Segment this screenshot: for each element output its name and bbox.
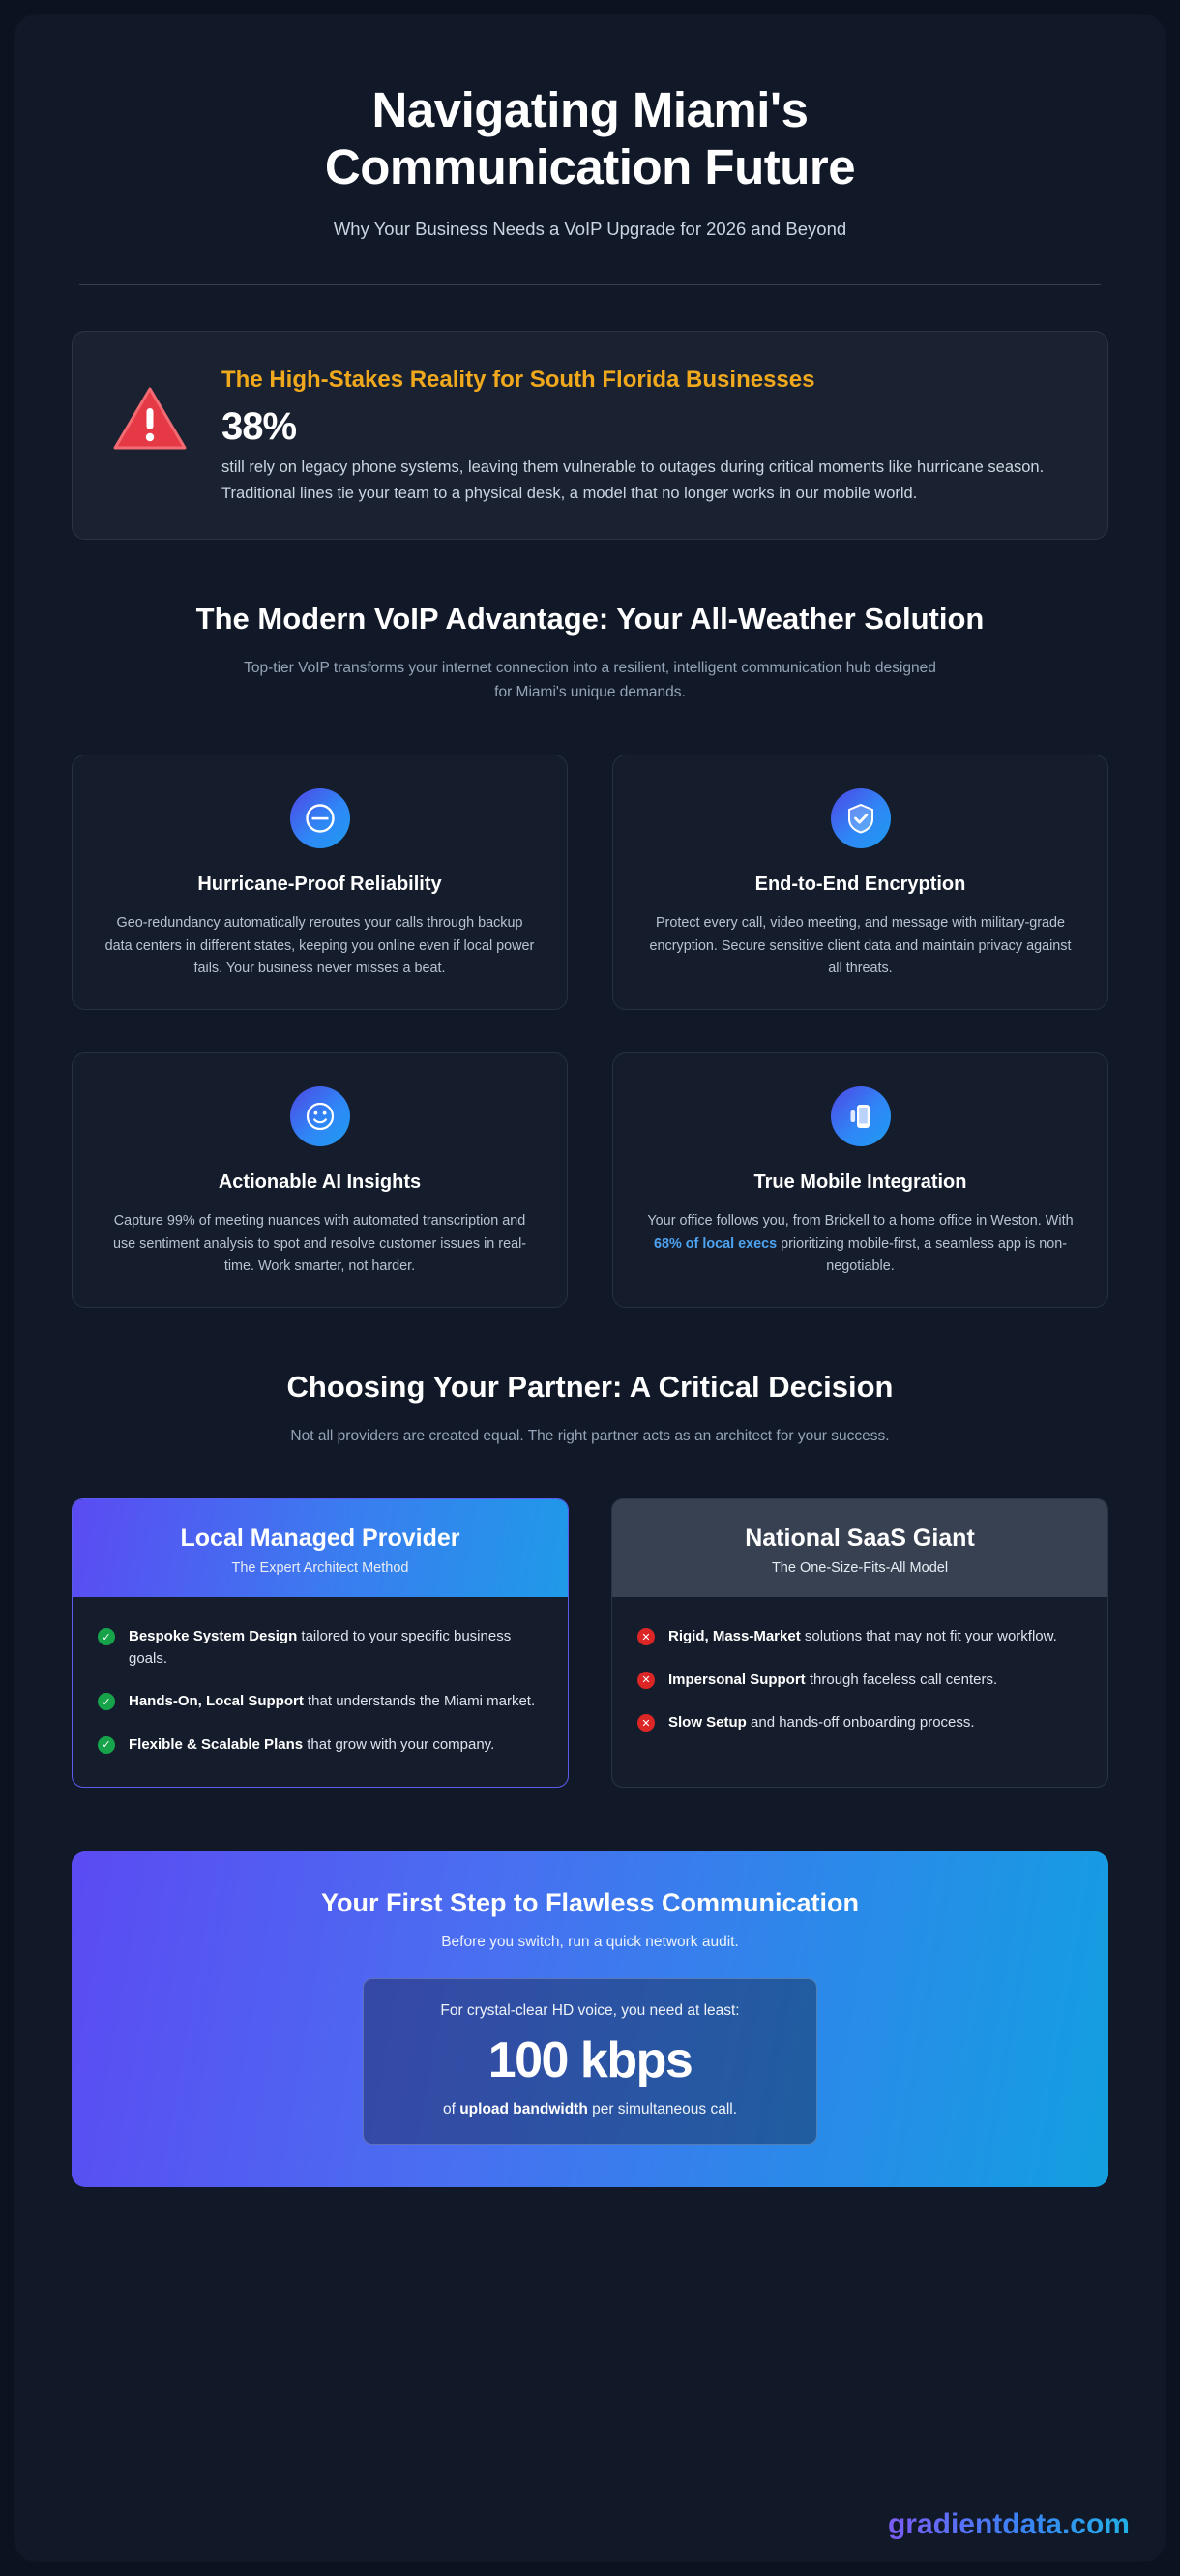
page-title: Navigating Miami's Communication Future xyxy=(324,82,856,195)
feature-title: Actionable AI Insights xyxy=(218,1171,422,1194)
alert-text: still rely on legacy phone systems, leaving them vulnerable to outages during critical moments like hurricane season. Traditional lines tie your team to a physical desk, a model that no longer works in our mobile world. xyxy=(221,458,1045,502)
list-item-rest: solutions that may not fit your workflow. xyxy=(800,1628,1057,1645)
advantage-title: The Modern VoIP Advantage: Your All-Weather Solution xyxy=(195,602,985,637)
cta-stat-lead: For crystal-clear HD voice, you need at least: xyxy=(440,2002,740,2020)
list-item-bold: Bespoke System Design xyxy=(129,1628,298,1645)
list-item-bold: Flexible & Scalable Plans xyxy=(129,1735,304,1753)
feature-card xyxy=(612,1052,1108,1308)
list-item xyxy=(637,1626,1082,1648)
alert-card xyxy=(72,331,1108,540)
list-item-rest: through faceless call centers. xyxy=(805,1671,998,1688)
mobile-device-icon xyxy=(831,1086,891,1146)
feature-text-before: Your office follows you, from Brickell to a home office in Weston. With xyxy=(647,1213,1074,1229)
check-icon: ✓ xyxy=(98,1693,115,1710)
hero-section xyxy=(72,60,1108,240)
comparison-list xyxy=(73,1597,568,1787)
comparison-column-tagline: The Expert Architect Method xyxy=(231,1560,409,1577)
cta-foot-bold: upload bandwidth xyxy=(459,2101,588,2118)
no-entry-icon xyxy=(290,788,350,848)
cta-foot-after: per simultaneous call. xyxy=(587,2101,738,2118)
feature-title: Hurricane-Proof Reliability xyxy=(197,873,442,896)
cta-stat-value: 100 kbps xyxy=(487,2032,693,2089)
comparison-column-header xyxy=(73,1499,568,1597)
list-item xyxy=(98,1734,543,1757)
cta-banner xyxy=(72,1851,1108,2187)
page-subtitle: Why Your Business Needs a VoIP Upgrade for 2026 and Beyond xyxy=(333,219,847,240)
shield-check-icon xyxy=(831,788,891,848)
feature-text-after: prioritizing mobile-first, a seamless app is non-negotiable. xyxy=(777,1235,1068,1274)
list-item-bold: Hands-On, Local Support xyxy=(129,1693,304,1710)
feature-card xyxy=(612,755,1108,1010)
comparison-column-tagline: The One-Size-Fits-All Model xyxy=(771,1560,949,1577)
comparison-list xyxy=(612,1597,1107,1787)
list-item-text xyxy=(668,1670,997,1692)
list-item-rest: tailored to your specific business goals. xyxy=(129,1628,512,1667)
cta-subtitle: Before you switch, run a quick network audit. xyxy=(441,1934,739,1951)
list-item-bold: Slow Setup xyxy=(668,1714,747,1732)
cta-stat-footnote xyxy=(387,2101,793,2118)
cta-title: Your First Step to Flawless Communication xyxy=(320,1888,860,1918)
list-item-text xyxy=(668,1712,975,1734)
list-item xyxy=(98,1691,543,1713)
feature-text: Capture 99% of meeting nuances with automated transcription and use sentiment analysis to spot and resolve customer issues in real-time. Work smarter, not harder. xyxy=(112,1213,527,1274)
comparison-column-title: National SaaS Giant xyxy=(745,1525,975,1553)
list-item-rest: and hands-off onboarding process. xyxy=(746,1714,975,1732)
feature-text xyxy=(642,1210,1078,1278)
feature-card xyxy=(72,755,568,1010)
list-item-bold: Impersonal Support xyxy=(668,1671,806,1688)
list-item xyxy=(98,1626,543,1670)
list-item-text xyxy=(129,1734,494,1757)
cross-icon: ✕ xyxy=(637,1628,655,1645)
list-item xyxy=(637,1670,1082,1692)
feature-text: Geo-redundancy automatically reroutes your calls through backup data centers in different states, keeping you online even if local power fails. Your business never misses a beat. xyxy=(104,915,535,976)
partner-title: Choosing Your Partner: A Critical Decision xyxy=(286,1370,894,1405)
header-divider xyxy=(79,284,1101,285)
list-item xyxy=(637,1712,1082,1734)
check-icon: ✓ xyxy=(98,1736,115,1754)
comparison-column-header xyxy=(612,1499,1107,1597)
check-icon: ✓ xyxy=(98,1628,115,1645)
list-item-text xyxy=(129,1691,535,1713)
comparison-column-title: Local Managed Provider xyxy=(180,1525,460,1553)
list-item-text xyxy=(668,1626,1057,1648)
comparison-column-saas-giant xyxy=(611,1498,1108,1788)
cta-stat-box xyxy=(363,1978,817,2145)
list-item-rest: that grow with your company. xyxy=(303,1735,495,1753)
cross-icon: ✕ xyxy=(637,1672,655,1689)
feature-grid xyxy=(72,755,1108,1308)
feature-text-highlight: 68% of local execs xyxy=(653,1235,778,1252)
warning-triangle-icon xyxy=(105,361,194,452)
comparison-column-local-provider xyxy=(72,1498,569,1788)
feature-title: End-to-End Encryption xyxy=(754,873,966,896)
list-item-text xyxy=(129,1626,543,1670)
feature-text: Protect every call, video meeting, and message with military-grade encryption. Secure sensitive client data and maintain privacy against all threats. xyxy=(649,915,1072,976)
advantage-subtitle: Top-tier VoIP transforms your internet connection into a resilient, intelligent communication hub designed for Miami's unique demands. xyxy=(244,660,936,701)
cta-foot-before: of xyxy=(442,2101,460,2118)
alert-body xyxy=(221,361,1075,506)
infographic-sheet xyxy=(14,14,1166,2562)
smiley-insight-icon xyxy=(290,1086,350,1146)
alert-title: The High-Stakes Reality for South Florida Businesses xyxy=(221,367,815,394)
feature-card xyxy=(72,1052,568,1308)
list-item-rest: that understands the Miami market. xyxy=(303,1693,536,1710)
watermark: gradientdata.com xyxy=(887,2508,1130,2540)
feature-title: True Mobile Integration xyxy=(753,1171,967,1194)
partner-subtitle: Not all providers are created equal. The right partner acts as an architect for your success. xyxy=(290,1427,890,1444)
list-item-bold: Rigid, Mass-Market xyxy=(668,1628,801,1645)
cross-icon: ✕ xyxy=(637,1714,655,1732)
comparison-grid xyxy=(72,1498,1108,1788)
alert-stat: 38% xyxy=(221,404,297,448)
